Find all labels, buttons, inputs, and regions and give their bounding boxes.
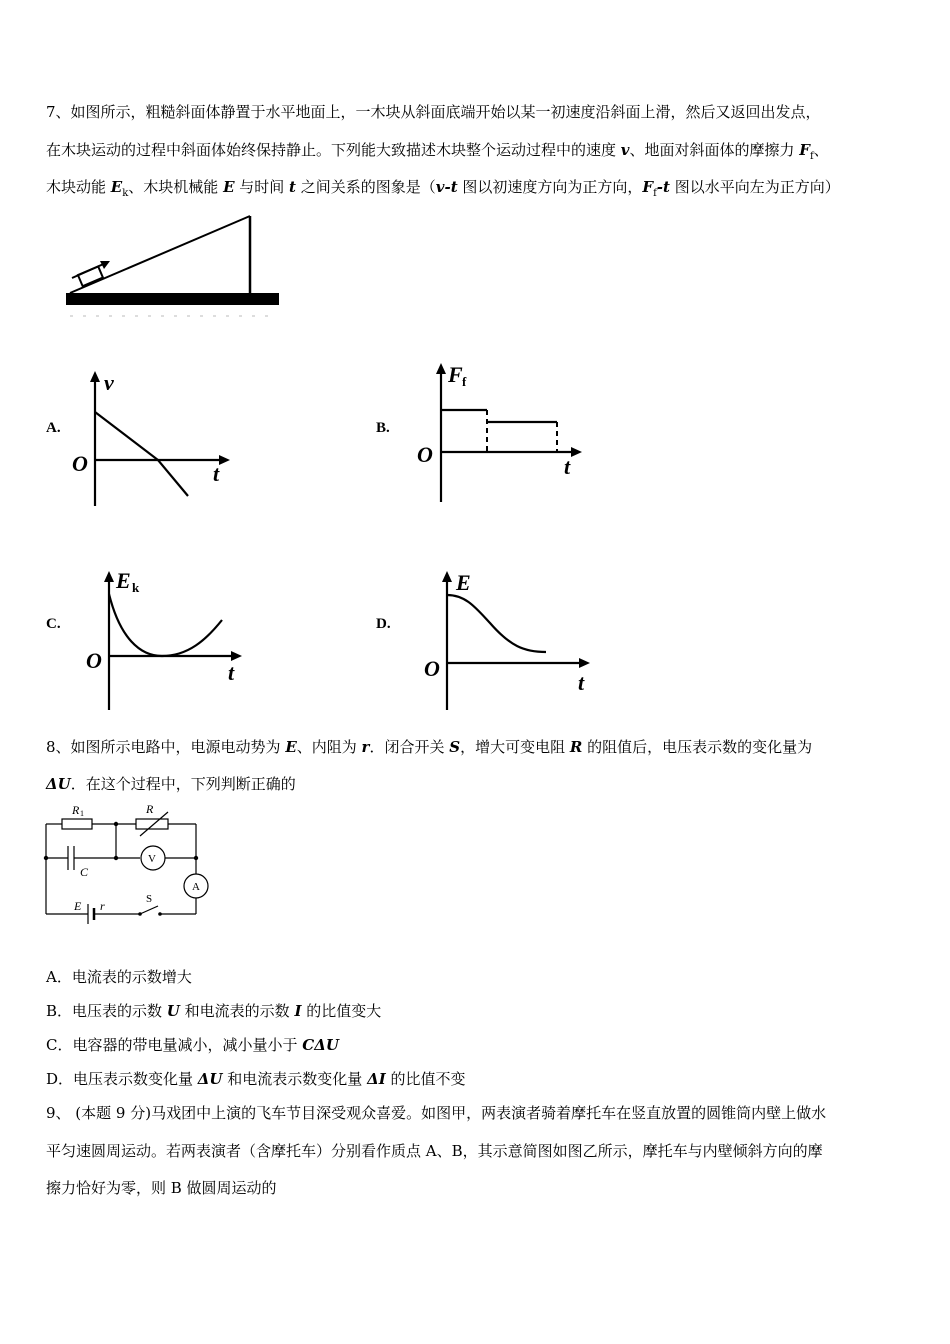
q8-var-R: R: [569, 738, 583, 756]
label-c: C: [80, 865, 89, 879]
label-r: R: [146, 802, 154, 816]
q7-line3-text-c: 与时间: [234, 178, 290, 196]
q8-optb-text-c: 的比值变大: [301, 1002, 382, 1020]
q8-option-a: A．电流表的示数增大: [46, 968, 192, 986]
q8-line1: [46, 737, 812, 757]
q7-var-F2: F: [642, 178, 654, 196]
graph-c-y-arrow: [104, 571, 114, 582]
q8-line2-text-a: ．在这个过程中，下列判断正确的: [70, 775, 296, 793]
q7-var-F: F: [799, 141, 810, 159]
q7-line2-text-a: 在木块运动的过程中斜面体始终保持静止。下列能大致描述木块整个运动过程中的速度: [46, 141, 621, 159]
q7-line1: 7、如图所示，粗糙斜面体静置于水平地面上，一木块从斜面底端开始以某一初速度沿斜面上滑，然后又返回出发点，: [46, 103, 821, 121]
graph-c-x-label: t: [228, 660, 235, 685]
graph-b-x-arrow: [571, 447, 582, 457]
graph-d-y-label: E: [456, 570, 471, 595]
q7-var-v: v: [620, 141, 630, 159]
label-v: V: [148, 853, 156, 865]
q7-line2-text-b: 、地面对斜面体的摩擦力: [629, 141, 800, 159]
label-r1-sub: 1: [80, 809, 84, 818]
q8-line1-text-e: 的阻值后，电压表示数的变化量为: [582, 738, 813, 756]
q8-optd-text-b: 和电流表示数变化量: [222, 1070, 368, 1088]
option-c-label: C.: [46, 616, 61, 632]
q8-line2: [46, 774, 296, 794]
option-d-label: D.: [376, 616, 391, 632]
q7-line3-text-d: 之间关系的图象是（: [295, 178, 436, 196]
incline-slope: [70, 216, 250, 293]
option-a-label: A.: [46, 420, 61, 436]
q8-option-d: [46, 1069, 466, 1089]
label-r-internal: r: [100, 899, 105, 913]
q8-var-dU: ΔU: [46, 775, 71, 793]
q8-line1-text-a: 8、如图所示电路中，电源电动势为: [46, 738, 286, 756]
q8-optd-text-c: 的比值不变: [385, 1070, 466, 1088]
q8-optd-text-a: D．电压表示数变化量: [46, 1070, 198, 1088]
incline-diagram: [60, 208, 285, 318]
q8-optb-text-b: 和电流表的示数: [179, 1002, 295, 1020]
graph-a-y-arrow: [90, 371, 100, 382]
label-a: A: [192, 881, 200, 893]
q7-var-ft: -t: [656, 178, 670, 196]
q8-line1-text-d: ，增大可变电阻: [460, 738, 570, 756]
q8-option-c: [46, 1035, 339, 1055]
graph-d-x-arrow: [579, 658, 590, 668]
graph-a-x-label: t: [213, 461, 220, 486]
graph-c: [80, 568, 255, 718]
graph-d-y-arrow: [442, 571, 452, 582]
circuit-diagram: [40, 800, 215, 935]
q8-option-b: [46, 1001, 381, 1021]
q7-var-vt: v-t: [435, 178, 458, 196]
graph-a-origin: O: [72, 451, 88, 476]
q8-optc-var-CdU: CΔU: [302, 1036, 339, 1054]
graph-a-y-label: v: [104, 370, 114, 395]
q8-optc-text-a: C．电容器的带电量减小，减小量小于: [46, 1036, 303, 1054]
q8-var-S: S: [449, 738, 461, 756]
q8-line1-text-b: 、内阻为: [296, 738, 362, 756]
q8-optb-var-I: I: [294, 1002, 302, 1020]
q8-optb-var-U: U: [166, 1002, 180, 1020]
q8-optb-text-a: B．电压表的示数: [46, 1002, 167, 1020]
resistor-r1: [62, 819, 92, 829]
q8-optd-var-dI: ΔI: [367, 1070, 386, 1088]
q7-line3: [46, 177, 840, 204]
q9-line2: 平匀速圆周运动。若两表演者（含摩托车）分别看作质点 A、B，其示意简图如图乙所示，摩托车与内壁倾斜方向的摩: [46, 1142, 823, 1160]
graph-d-x-label: t: [578, 670, 585, 695]
q8-optd-var-dU: ΔU: [197, 1070, 223, 1088]
graph-a-velocity-line: [95, 412, 188, 496]
q9-line1: 9、 (本题 9 分)马戏团中上演的飞车节目深受观众喜爱。如图甲，两表演者骑着摩托车在竖直放置的圆锥筒内壁上做水: [46, 1104, 827, 1122]
graph-b: [412, 360, 592, 505]
switch-s: [140, 906, 158, 914]
graph-c-origin: O: [86, 648, 102, 673]
graph-d-origin: O: [424, 656, 440, 681]
graph-b-y-sub: f: [462, 374, 467, 389]
graph-b-y-label: F: [448, 362, 463, 387]
label-r1: R: [72, 803, 80, 817]
q7-line2: [46, 140, 829, 167]
ground: [66, 293, 279, 305]
q8-var-E: E: [285, 738, 297, 756]
graph-d-mechanical-energy-curve: [447, 595, 546, 652]
q7-line3-text-g: 图以水平向左为正方向）: [669, 178, 840, 196]
q7-line3-text-a: 木块动能: [46, 178, 111, 196]
graph-d: [418, 568, 598, 718]
graph-a: [66, 368, 236, 508]
q7-var-E: E: [110, 178, 123, 196]
q7-var-f-sub: f: [809, 151, 814, 162]
q8-line1-text-c: ．闭合开关: [369, 738, 450, 756]
graph-b-origin: O: [417, 442, 433, 467]
graph-b-x-label: t: [564, 454, 571, 479]
q7-line3-text-b: 、木块机械能: [128, 178, 224, 196]
graph-c-kinetic-energy-curve: [109, 594, 222, 656]
label-s: S: [146, 893, 153, 905]
graph-a-x-arrow: [219, 455, 230, 465]
option-b-label: B.: [376, 420, 390, 436]
q7-var-E2: E: [223, 178, 235, 196]
variable-resistor-r: [136, 819, 168, 829]
graph-b-y-arrow: [436, 363, 446, 374]
q7-var-t: t: [289, 178, 296, 196]
label-e: E: [74, 899, 82, 913]
q9-line3: 擦力恰好为零，则 B 做圆周运动的: [46, 1179, 277, 1197]
q7-line3-text-e: 图以初速度方向为正方向，: [457, 178, 643, 196]
q8-var-r: r: [361, 738, 370, 756]
graph-c-y-label: E: [116, 568, 131, 593]
q7-var-k-sub: k: [122, 188, 129, 199]
graph-c-y-sub: k: [132, 580, 140, 595]
q7-var-f2-sub: f: [653, 188, 657, 199]
q7-line2-text-c: 、: [813, 141, 829, 159]
